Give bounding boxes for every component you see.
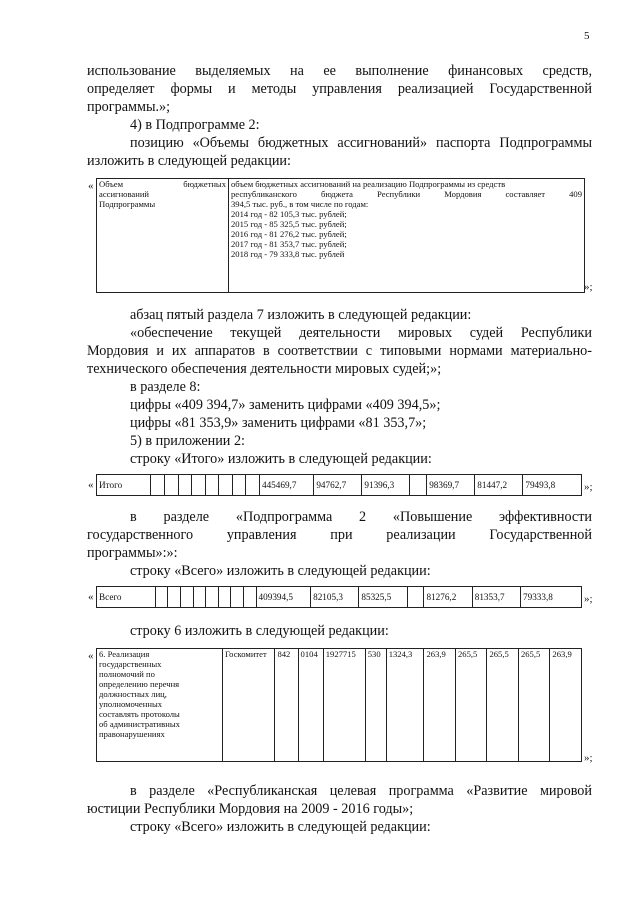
paragraph-line: позицию «Объемы бюджетных ассигнований» паспорта Подпрограммы: [130, 135, 592, 151]
value-cell: 94762,7: [314, 475, 362, 496]
empty-cell: [178, 475, 192, 496]
row6-description-line: государственных: [99, 659, 162, 669]
quote-open: «: [88, 650, 94, 662]
paragraph-line: Мордовия и их аппаратов в соответствии с типовыми нормами материально-: [87, 343, 592, 359]
row6-value: 263,9: [424, 649, 455, 762]
budget-year-line: 2016 год - 81 276,2 тыс. рублей;: [231, 229, 347, 239]
quote-close: »;: [584, 752, 593, 764]
empty-cell: [232, 475, 246, 496]
quote-open: «: [88, 591, 94, 603]
empty-cell: [407, 587, 424, 608]
value-cell: 79493,8: [523, 475, 582, 496]
budget-year-line: 2014 год - 82 105,3 тыс. рублей;: [231, 209, 347, 219]
budget-label-line: Объем: [99, 179, 124, 189]
empty-cell: [180, 587, 193, 608]
quote-open: «: [88, 180, 94, 192]
value-cell: 82105,3: [311, 587, 359, 608]
row6-code: 530: [365, 649, 386, 762]
paragraph-line: «обеспечение текущей деятельности мировых судей Республики: [130, 325, 592, 341]
value-cell: 409394,5: [256, 587, 311, 608]
paragraph-line: программы»:»:: [87, 545, 178, 561]
row6-code: 0104: [298, 649, 323, 762]
budget-text-line: объем бюджетных ассигнований на реализацию Подпрограммы из средств: [231, 179, 506, 189]
paragraph-line: абзац пятый раздела 7 изложить в следующей редакции:: [130, 307, 472, 323]
row6-code: 1927715: [323, 649, 365, 762]
empty-cell: [246, 475, 260, 496]
paragraph-line: использование выделяемых на ее выполнение финансовых средств,: [87, 63, 592, 79]
row6-description-line: об административных: [99, 719, 180, 729]
value-cell: 98369,7: [427, 475, 475, 496]
budget-allocation-table: [96, 178, 585, 293]
budget-table-value-cell: [229, 179, 585, 293]
empty-cell: [219, 475, 233, 496]
budget-year-line: 2018 год - 79 333,8 тыс. рублей: [231, 249, 345, 259]
empty-cell: [206, 587, 219, 608]
budget-text-line: республиканского бюджета Республики Мордовия составляет 409: [231, 189, 582, 199]
value-cell: 79333,8: [521, 587, 582, 608]
quote-close: »;: [584, 481, 593, 493]
paragraph-line: в разделе «Республиканская целевая программа «Развитие мировой: [130, 783, 592, 799]
empty-cell: [192, 475, 206, 496]
row6-value: 265,5: [518, 649, 549, 762]
empty-cell: [410, 475, 427, 496]
empty-cell: [164, 475, 178, 496]
value-cell: 81276,2: [424, 587, 472, 608]
empty-cell: [218, 587, 231, 608]
row6-description-line: составлять протоколы: [99, 709, 180, 719]
row6-description-line: определению перечня: [99, 679, 180, 689]
paragraph-line: в разделе 8:: [130, 379, 201, 395]
itogo-label: Итого: [97, 475, 151, 496]
vsego-label: Всего: [97, 587, 156, 608]
row6-description-line: 6. Реализация: [99, 649, 150, 659]
itogo-row-table: [96, 474, 582, 496]
row6-value: 265,5: [487, 649, 518, 762]
value-cell: 85325,5: [359, 587, 407, 608]
row6-description-line: правонарушениях: [99, 729, 165, 739]
budget-text-line: 394,5 тыс. руб., в том числе по годам:: [231, 199, 369, 209]
paragraph-line: технического обеспечения деятельности мировых судей;»;: [87, 361, 442, 377]
budget-table-label-cell: [97, 179, 229, 293]
value-cell: 91396,3: [362, 475, 410, 496]
row6-value: 1324,3: [386, 649, 424, 762]
budget-year-line: 2015 год - 85 325,5 тыс. рублей;: [231, 219, 347, 229]
empty-cell: [193, 587, 206, 608]
empty-cell: [155, 587, 168, 608]
paragraph-line: в разделе «Подпрограмма 2 «Повышение эффективности: [130, 509, 592, 525]
budget-label-line: бюджетных: [183, 179, 226, 189]
row6-description-line: должностных лиц,: [99, 689, 167, 699]
row6-description-line: уполномоченных: [99, 699, 163, 709]
paragraph-line: программы.»;: [87, 99, 171, 115]
paragraph-line: юстиции Республики Мордовия на 2009 - 2016 годы»;: [87, 801, 414, 817]
budget-label-line: Подпрограммы: [99, 199, 156, 209]
row6-description-line: полномочий по: [99, 669, 155, 679]
paragraph-line: 5) в приложении 2:: [130, 433, 245, 449]
empty-cell: [231, 587, 244, 608]
value-cell: 81353,7: [472, 587, 520, 608]
empty-cell: [168, 587, 181, 608]
row6-code: 842: [275, 649, 298, 762]
paragraph-line: государственного управления при реализации Государственной: [87, 527, 592, 543]
value-cell: 445469,7: [259, 475, 313, 496]
paragraph-line: строку «Итого» изложить в следующей редакции:: [130, 451, 432, 467]
row6-executor: Госкомитет: [222, 649, 274, 762]
empty-cell: [151, 475, 165, 496]
vsego-row-table: [96, 586, 582, 608]
quote-open: «: [88, 479, 94, 491]
row6-value: 265,5: [455, 649, 486, 762]
empty-cell: [243, 587, 256, 608]
row6-value: 263,9: [550, 649, 582, 762]
page-number: 5: [584, 30, 590, 42]
budget-year-line: 2017 год - 81 353,7 тыс. рублей;: [231, 239, 347, 249]
paragraph-line: изложить в следующей редакции:: [87, 153, 291, 169]
paragraph-line: строку «Всего» изложить в следующей редакции:: [130, 563, 431, 579]
paragraph-line: 4) в Подпрограмме 2:: [130, 117, 260, 133]
paragraph-line: цифры «81 353,9» заменить цифрами «81 353,7»;: [130, 415, 427, 431]
budget-label-line: ассигнований: [99, 189, 150, 199]
paragraph-line: определяет формы и методы управления реализацией Государственной: [87, 81, 592, 97]
row6-description-cell: [97, 649, 223, 762]
quote-close: »;: [584, 281, 593, 293]
paragraph-line: цифры «409 394,7» заменить цифрами «409 394,5»;: [130, 397, 441, 413]
empty-cell: [205, 475, 219, 496]
row6-table: [96, 648, 582, 762]
value-cell: 81447,2: [475, 475, 523, 496]
quote-close: »;: [584, 593, 593, 605]
paragraph-line: строку 6 изложить в следующей редакции:: [130, 623, 389, 639]
paragraph-line: строку «Всего» изложить в следующей редакции:: [130, 819, 431, 835]
